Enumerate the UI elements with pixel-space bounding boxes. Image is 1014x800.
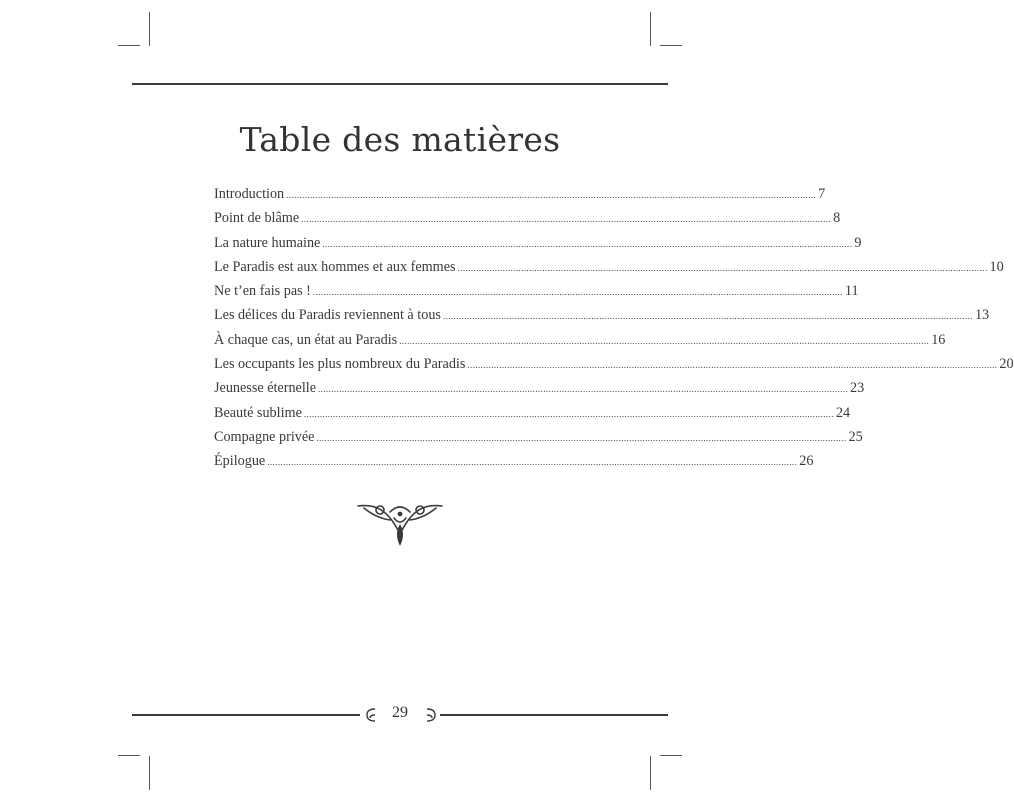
toc-entry-page: 10 <box>989 258 1004 275</box>
crop-mark-bottom-right-h <box>660 755 682 756</box>
toc-entry-page: 16 <box>931 331 946 348</box>
toc-dot-leader: ........................................................................................................................................................................................................ <box>442 311 973 322</box>
page-number: 29 <box>392 704 408 721</box>
toc-entry <box>214 258 1004 283</box>
toc-entry-page: 9 <box>854 234 862 251</box>
scroll-curl-icon <box>364 706 378 724</box>
toc-dot-leader: ........................................................................................................................................................................................................ <box>312 287 843 298</box>
toc-entry <box>214 234 862 259</box>
toc-entry <box>214 210 841 234</box>
toc-entry-page: 11 <box>844 283 859 300</box>
toc-entry-title: Épilogue <box>214 453 266 470</box>
crop-mark-top-right-h <box>660 45 682 46</box>
toc-entry <box>214 428 863 453</box>
toc-entry <box>214 404 851 429</box>
toc-entry-title: Les délices du Paradis reviennent à tous <box>214 307 441 324</box>
toc-dot-leader: ........................................................................................................................................................................................................ <box>316 432 847 443</box>
toc-entry-title: Compagne privée <box>214 428 315 445</box>
toc-dot-leader: ........................................................................................................................................................................................................ <box>303 408 834 419</box>
footer-rule-right <box>440 714 668 716</box>
toc-entry <box>214 331 946 356</box>
crop-mark-top-left-v <box>149 12 150 46</box>
toc-entry-page: 25 <box>848 428 863 445</box>
toc-entry-title: Point de blâme <box>214 210 300 227</box>
toc-entry-page: 20 <box>999 356 1014 373</box>
crop-mark-bottom-right-v <box>650 756 651 790</box>
toc-entry-title: Introduction <box>214 186 285 202</box>
toc-entry <box>214 283 859 307</box>
toc-entry-title: La nature humaine <box>214 234 321 251</box>
toc-entry <box>214 380 865 404</box>
toc-entry-page: 8 <box>833 210 841 227</box>
header-rule <box>132 83 668 85</box>
toc-entry-title: Ne t’en fais pas ! <box>214 283 311 300</box>
toc-entry-title: À chaque cas, un état au Paradis <box>214 331 398 348</box>
toc-entry-title: Jeunesse éternelle <box>214 380 317 397</box>
toc-dot-leader: ........................................................................................................................................................................................................ <box>457 262 988 273</box>
crop-mark-bottom-left-h <box>118 755 140 756</box>
toc-entry-page: 7 <box>818 186 826 202</box>
arabesque-ornament-icon <box>354 498 446 550</box>
toc-entry-title: Le Paradis est aux hommes et aux femmes <box>214 258 456 275</box>
toc-dot-leader: ........................................................................................................................................................................................................ <box>301 214 832 225</box>
footer-rule-left <box>132 714 360 716</box>
toc-entry-page: 23 <box>850 380 865 397</box>
page-title: Table des matières <box>239 120 561 159</box>
scroll-curl-icon <box>424 706 438 724</box>
toc-entry-page: 13 <box>974 307 990 324</box>
toc-list <box>214 186 1014 478</box>
toc-entry-page: 24 <box>835 404 851 421</box>
crop-mark-top-right-v <box>650 12 651 46</box>
toc-entry <box>214 356 1014 380</box>
toc-dot-leader: ........................................................................................................................................................................................................ <box>286 190 817 200</box>
toc-entry <box>214 453 814 477</box>
toc-dot-leader: ........................................................................................................................................................................................................ <box>318 384 849 395</box>
toc-entry-title: Les occupants les plus nombreux du Paradis <box>214 356 466 373</box>
toc-entry <box>214 307 990 331</box>
toc-dot-leader: ........................................................................................................................................................................................................ <box>467 360 998 371</box>
toc-entry-title: Beauté sublime <box>214 404 302 421</box>
toc-entry <box>214 186 826 210</box>
toc-dot-leader: ........................................................................................................................................................................................................ <box>267 457 798 468</box>
crop-mark-top-left-h <box>118 45 140 46</box>
toc-entry-page: 26 <box>799 453 814 470</box>
toc-dot-leader: ........................................................................................................................................................................................................ <box>322 238 853 249</box>
crop-mark-bottom-left-v <box>149 756 150 790</box>
toc-dot-leader: ........................................................................................................................................................................................................ <box>399 335 930 346</box>
